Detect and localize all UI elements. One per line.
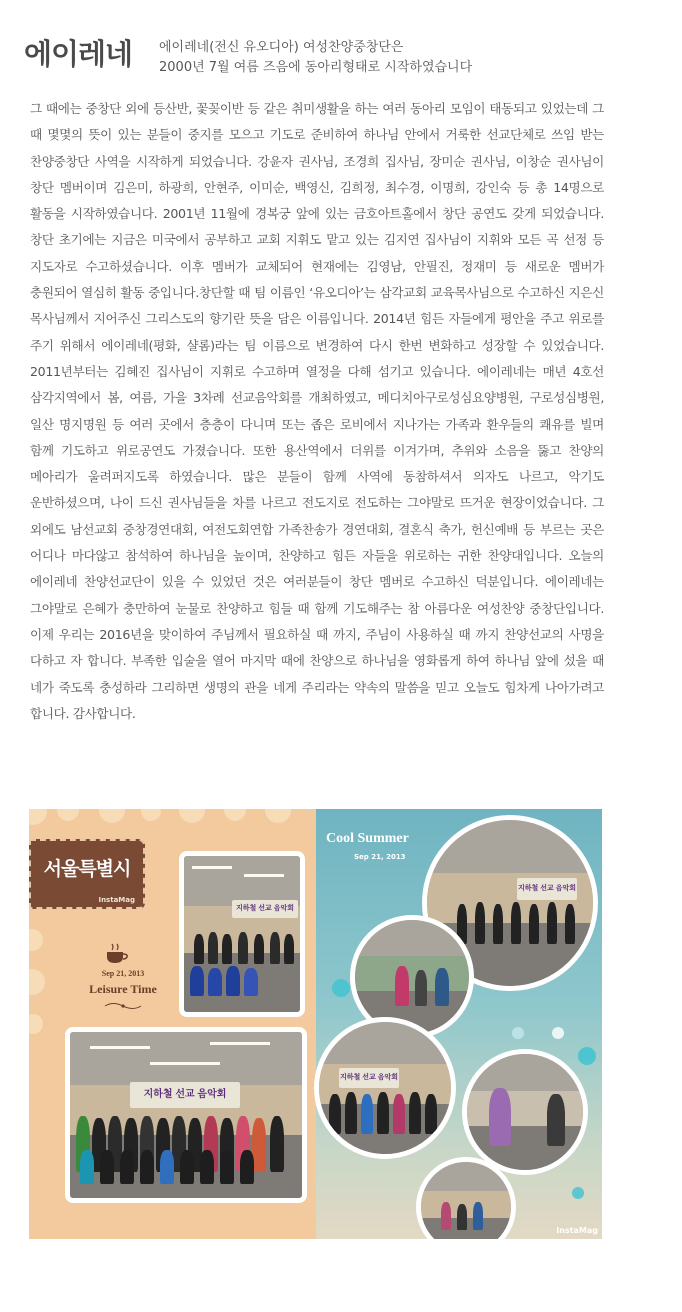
decor-dot: [224, 809, 246, 821]
group-member: [361, 1094, 373, 1134]
decor-bubble: [552, 1027, 564, 1039]
decor-dot: [29, 809, 47, 825]
decor-dot: [99, 809, 125, 823]
decor-bubble: [512, 1027, 524, 1039]
banner-text: 지하철 선교 음악회: [340, 1074, 398, 1081]
decor-bubble: [332, 979, 350, 997]
singer: [511, 902, 521, 944]
group-member: [200, 1150, 214, 1184]
instamag-tag: InstaMag: [98, 896, 135, 904]
person: [489, 1088, 511, 1146]
history-paragraph: 그 때에는 중창단 외에 등산반, 꽃꽂이반 등 같은 취미생활을 하는 여러 동아리 모임이 태동되고 있었는데 그 때 몇몇의 뜻이 있는 분들이 중지를 모으고 기도로 준비하여 하나님 안에서 거룩한 선교단체로 쓰임 받는 찬양중창단 사역을 시작하게 되었습니다. 강윤자 권사님, 조경희 집사님, 장미순 권사님, 이창순 권사님이 창단 멤버이며 김은미, 하광희, 안현주, 이미순, 백영신, 김희정, 최수경, 이명희, 강인숙 등 총 14명으로 활동을 시작하였습니다. 2001년 11월에 경복궁 앞에 있는 금호아트홀에서 창단 공연도 갖게 되었습니다. 창단 초기에는 지금은 미국에서 공부하고 교회 지휘도 맡고 있는 김지연 집사님이 지휘와 모든 곡 선정 등 지도자로 수고하셨습니다. 이후 멤버가 교체되어 현재에는 김영남, 안필진, 정재미 등 새로운 멤버가 충원되어 열심히 활동 중입니다.창단할 때 팀 이름인 ‘유오디아’는 삼각교회 교육목사님으로 수고하신 지은신 목사님께서 지어주신 그리스도의 향기란 뜻을 담은 이름입니다. 2014년 힘든 자들에게 평안을 주고 위로를 주기 위해서 에이레네(평화, 샬롬)라는 팀 이름으로 변경하여 다시 한번 변화하고 성장할 수 있었습니다. 2011년부터는 김혜진 집사님이 지휘로 수고하며 열정을 다해 섬기고 있습니다. 에이레네는 매년 4호선 삼각지역에서 봄, 여름, 가을 3차례 선교음악회를 개최하였고, 메디치아구로성심요양병원, 구로성심병원, 일산 명지명원 등 여러 곳에서 층층이 다니며 또는 좁은 로비에서 지나가는 가족과 환우들의 쾌유를 빌며 함께 기도하고 위로공연도 가졌습니다. 또한 용산역에서 더위를 이겨가며, 추위와 소음을 뚫고 찬양의 메아리가 울려퍼지도록 하였습니다. 많은 분들이 함께 사역에 동참하셔서 의자도 나르고, 악기도 운반하셨으며, 나이 드신 권사님들을 차를 나르고 전도지로 전도하는 그야말로 뜨거운 현장이었습니다. 그 외에도 남선교회 중창경연대회, 여전도회연합 가족찬송가 경연대회, 결혼식 축가, 헌신예배 등 부르는 곳은 어디나 마다않고 참석하여 하나님을 높이며, 찬양하고 힘든 자들을 위로하는 귀한 찬양대입니다. 오늘의 에이레네 찬양선교단이 있을 수 있었던 것은 여러분들이 창단 멤버로 수고하신 덕분입니다. 에이레네는 그야말로 은혜가 충만하여 눈물로 찬양하고 힘들 때 함께 기도해주는 참 아름다운 여성찬양 중창단입니다. 이제 우리는 2016년을 맞이하여 주님께서 필요하실 때 까지, 주님이 사용하실 때 까지 찬양선교의 사명을 다하고 자 합니다. 부족한 입술을 열어 마지막 때에 찬양으로 하나님을 영화롭게 하여 하나님 앞에 섰을 때 네가 죽도록 충성하라 그리하면 생명의 관을 네게 주리라는 약속의 말씀을 믿고 오늘도 힘차게 나아가려고 합니다. 감사합니다.: [30, 101, 604, 721]
ceiling-light: [210, 1042, 270, 1045]
concert-banner: [232, 900, 298, 918]
group-member: [377, 1092, 389, 1134]
person: [441, 1202, 451, 1230]
photo-ceiling: [421, 1162, 511, 1191]
coffee-cup-icon: [105, 943, 129, 965]
singer: [254, 934, 264, 964]
page-subtitle: [159, 38, 472, 78]
group-member: [425, 1094, 437, 1134]
cool-summer-date: Sep 21, 2013: [354, 853, 406, 861]
collage-right-panel: [316, 809, 602, 1239]
group-member: [409, 1092, 421, 1134]
photo-ceiling: [427, 820, 593, 873]
singer: [475, 902, 485, 944]
ceiling-light: [90, 1046, 150, 1049]
group-photo: [65, 1027, 307, 1203]
ceiling-light: [192, 866, 232, 869]
group-member: [120, 1150, 134, 1184]
singer: [238, 932, 248, 964]
group-member: [140, 1150, 154, 1184]
group-member: [345, 1092, 357, 1134]
decor-dot: [141, 809, 161, 821]
singer: [284, 934, 294, 964]
person: [547, 1094, 565, 1146]
decor-dot: [179, 809, 205, 823]
flourish-icon: [103, 1001, 143, 1011]
page-header: [24, 36, 664, 84]
collage-left-panel: [29, 809, 316, 1239]
singer: [565, 904, 575, 944]
stamp-text: 서울특별시: [43, 859, 131, 880]
banner-text: 지하철 선교 음악회: [236, 905, 294, 912]
decor-bubble: [572, 1187, 584, 1199]
audience-member: [226, 966, 240, 996]
ceiling-light: [244, 874, 284, 877]
group-member: [393, 1094, 405, 1134]
singer: [529, 904, 539, 944]
photo-collage: [29, 809, 602, 1239]
singer: [194, 934, 204, 964]
cool-summer-title: Cool Summer: [326, 831, 409, 846]
audience-member: [244, 968, 258, 996]
person: [395, 966, 409, 1006]
singer: [270, 932, 280, 964]
person: [435, 968, 449, 1006]
group-member: [220, 1150, 234, 1184]
group-member: [180, 1150, 194, 1184]
photo-ceiling: [184, 856, 300, 906]
person: [473, 1202, 483, 1230]
decor-dot: [29, 929, 43, 951]
decor-dot: [29, 969, 45, 995]
concert-banner: [339, 1068, 399, 1088]
group-member: [80, 1150, 94, 1184]
city-stamp: [29, 839, 145, 909]
circle-photo-group: [314, 1017, 456, 1159]
concert-photo-top: [179, 851, 305, 1017]
decor-dot: [265, 809, 291, 823]
leisure-caption: Leisure Time: [89, 982, 157, 996]
leisure-date: Sep 21, 2013: [101, 969, 145, 978]
circle-photo-praying: [462, 1049, 588, 1175]
group-member: [160, 1150, 174, 1184]
instamag-tag: InstaMag: [556, 1226, 598, 1235]
decor-dot: [57, 809, 79, 821]
decor-dot: [29, 1014, 43, 1034]
group-member: [100, 1150, 114, 1184]
singer: [222, 934, 232, 964]
person: [457, 1204, 467, 1230]
subtitle-line-2: 2000년 7월 여름 즈음에 동아리형태로 시작하였습니다: [159, 60, 473, 75]
banner-text: 지하철 선교 음악회: [143, 1089, 227, 1100]
circle-photo-audience: [416, 1157, 516, 1239]
photo-wall: [467, 1091, 583, 1126]
group-member: [329, 1094, 341, 1134]
photo-ceiling: [467, 1054, 583, 1091]
audience-member: [208, 968, 222, 996]
photo-ceiling: [319, 1022, 451, 1064]
photo-wall: [355, 956, 469, 990]
concert-banner: [517, 878, 577, 900]
singer: [208, 932, 218, 964]
group-member: [270, 1116, 284, 1172]
photo-ceiling: [355, 920, 469, 956]
audience-member: [190, 966, 204, 996]
singer: [547, 902, 557, 944]
page-title: 에이레네: [24, 37, 133, 71]
banner-text: 지하철 선교 음악회: [518, 885, 576, 892]
photo-ceiling: [70, 1032, 302, 1085]
group-member: [240, 1150, 254, 1184]
person: [415, 970, 427, 1006]
singer: [493, 904, 503, 944]
subtitle-line-1: 에이레네(전신 유오디아) 여성찬양중창단은: [159, 40, 404, 55]
group-member: [252, 1118, 266, 1172]
ceiling-light: [150, 1062, 220, 1065]
concert-banner: [130, 1082, 240, 1108]
